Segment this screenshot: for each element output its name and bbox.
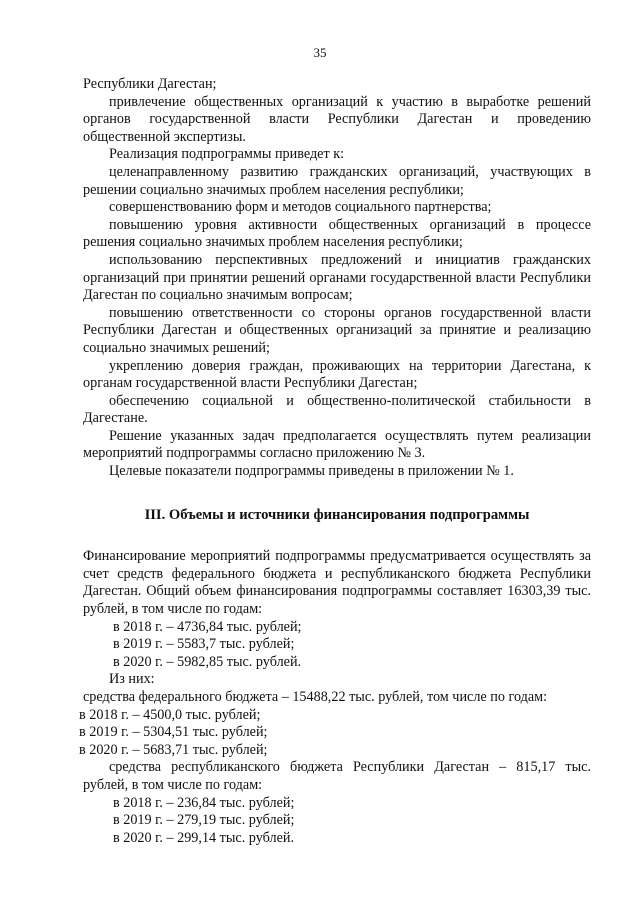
federal-year-2018: в 2018 г. – 4500,0 тыс. рублей; <box>79 706 261 723</box>
federal-year-2019: в 2019 г. – 5304,51 тыс. рублей; <box>79 724 268 741</box>
paragraph: укреплению доверия граждан, проживающих на территории Дагестана, к органам государственной власти Республики Дагестан; <box>83 357 591 392</box>
republic-year-2020: в 2020 г. – 299,14 тыс. рублей. <box>113 829 294 846</box>
funding-intro: Финансирование мероприятий подпрограммы предусматривается осуществлять за счет средств федерального бюджета и республиканского бюджета Республики Дагестан. Общий объем финансирования подпрограммы составляет 16303,39 тыс. рублей, в том числе по годам: <box>83 548 591 618</box>
paragraph: Целевые показатели подпрограммы приведены в приложении № 1. <box>109 463 514 480</box>
document-body <box>79 76 591 847</box>
total-year-2019: в 2019 г. – 5583,7 тыс. рублей; <box>113 636 295 653</box>
paragraph: повышению ответственности со стороны органов государственной власти Республики Дагестан и общественных организаций за принятие и реализацию социально значимых решений; <box>83 304 591 356</box>
paragraph: повышению уровня активности общественных организаций в процессе решения социально значимых проблем населения республики; <box>83 216 591 251</box>
federal-year-2020: в 2020 г. – 5683,71 тыс. рублей; <box>79 741 268 758</box>
paragraph: привлечение общественных организаций к участию в выработке решений органов государственной власти Республики Дагестан и проведению общественной экспертизы. <box>83 93 591 145</box>
section-heading: III. Объемы и источники финансирования подпрограммы <box>144 506 530 523</box>
total-year-2020: в 2020 г. – 5982,85 тыс. рублей. <box>113 653 302 670</box>
of-them-label: Из них: <box>109 671 155 688</box>
federal-intro: средства федерального бюджета – 15488,22 тыс. рублей, том числе по годам: <box>83 689 548 705</box>
total-year-2018: в 2018 г. – 4736,84 тыс. рублей; <box>113 618 302 635</box>
paragraph: использованию перспективных предложений и инициатив гражданских организаций при принятии решений органами государственной власти Республики Дагестан по социально значимым вопросам; <box>83 251 591 304</box>
republic-year-2018: в 2018 г. – 236,84 тыс. рублей; <box>113 794 295 811</box>
paragraph: Реализация подпрограммы приведет к: <box>109 146 345 163</box>
paragraph: обеспечению социальной и общественно-политической стабильности в Дагестане. <box>83 392 591 427</box>
republic-year-2019: в 2019 г. – 279,19 тыс. рублей; <box>113 812 295 829</box>
paragraph: Республики Дагестан; <box>83 76 217 92</box>
republic-intro: средства республиканского бюджета Республики Дагестан – 815,17 тыс. рублей, в том числе по годам: <box>83 759 591 793</box>
paragraph: Решение указанных задач предполагается осуществлять путем реализации мероприятий подпрограммы согласно приложению № 3. <box>83 427 591 462</box>
paragraph: целенаправленному развитию гражданских организаций, участвующих в решении социально значимых проблем населения республики; <box>83 163 591 198</box>
paragraph: совершенствованию форм и методов социального партнерства; <box>109 199 492 216</box>
page-number: 35 <box>313 45 327 60</box>
